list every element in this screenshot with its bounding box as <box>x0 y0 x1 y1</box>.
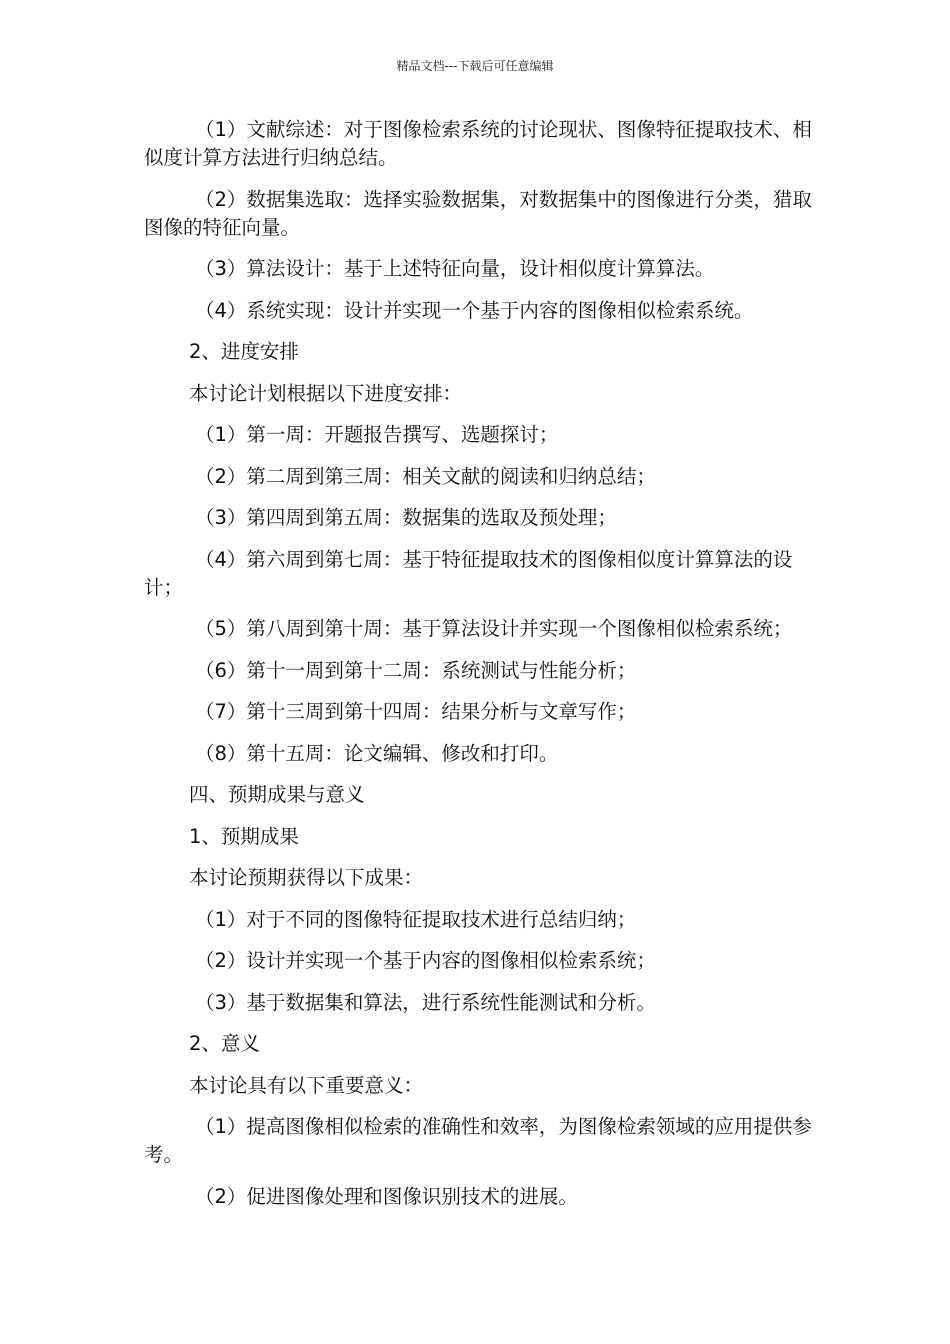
schedule-item-4: （4）第六周到第七周：基于特征提取技术的图像相似度计算算法的设计； <box>144 547 793 599</box>
section-heading-significance: 2、意义 <box>189 1032 260 1055</box>
page-header: 精品文档---下载后可任意编辑 <box>396 59 554 73</box>
outcomes-intro: 本讨论预期获得以下成果： <box>189 866 424 889</box>
schedule-item-8: （8）第十五周：论文编辑、修改和打印。 <box>195 741 559 765</box>
significance-item-2: （2）促进图像处理和图像识别技术的进展。 <box>195 1184 578 1208</box>
section-heading-outcomes-significance: 四、预期成果与意义 <box>189 783 365 806</box>
schedule-intro: 本讨论计划根据以下进度安排： <box>189 381 463 405</box>
list-item-dataset-selection: （2）数据集选取：选择实验数据集，对数据集中的图像进行分类，猎取图像的特征向量。 <box>144 187 812 239</box>
schedule-item-7: （7）第十三周到第十四周：结果分析与文章写作； <box>195 700 637 723</box>
list-item-system-implementation: （4）系统实现：设计并实现一个基于内容的图像相似检索系统。 <box>195 298 754 322</box>
schedule-item-6: （6）第十一周到第十二周：系统测试与性能分析； <box>195 658 637 682</box>
list-item-literature-review: （1）文献综述：对于图像检索系统的讨论现状、图像特征提取技术、相似度计算方法进行归纳总结。 <box>144 118 812 169</box>
outcome-item-2: （2）设计并实现一个基于内容的图像相似检索系统； <box>195 949 656 972</box>
list-item-algorithm-design: （3）算法设计：基于上述特征向量，设计相似度计算算法。 <box>195 257 715 280</box>
document-body <box>144 116 820 1224</box>
significance-item-1: （1）提高图像相似检索的准确性和效率，为图像检索领域的应用提供参考。 <box>144 1115 812 1166</box>
schedule-item-3: （3）第四周到第五周：数据集的选取及预处理； <box>195 506 617 529</box>
schedule-item-2: （2）第二周到第三周：相关文献的阅读和归纳总结； <box>195 464 656 488</box>
outcome-item-1: （1）对于不同的图像特征提取技术进行总结归纳； <box>195 907 637 931</box>
section-heading-outcomes: 1、预期成果 <box>189 824 299 848</box>
section-heading-schedule: 2、进度安排 <box>189 340 299 363</box>
outcome-item-3: （3）基于数据集和算法，进行系统性能测试和分析。 <box>195 990 656 1014</box>
schedule-item-1: （1）第一周：开题报告撰写、选题探讨； <box>195 423 559 446</box>
schedule-item-5: （5）第八周到第十周：基于算法设计并实现一个图像相似检索系统； <box>195 617 793 640</box>
significance-intro: 本讨论具有以下重要意义： <box>189 1073 424 1097</box>
